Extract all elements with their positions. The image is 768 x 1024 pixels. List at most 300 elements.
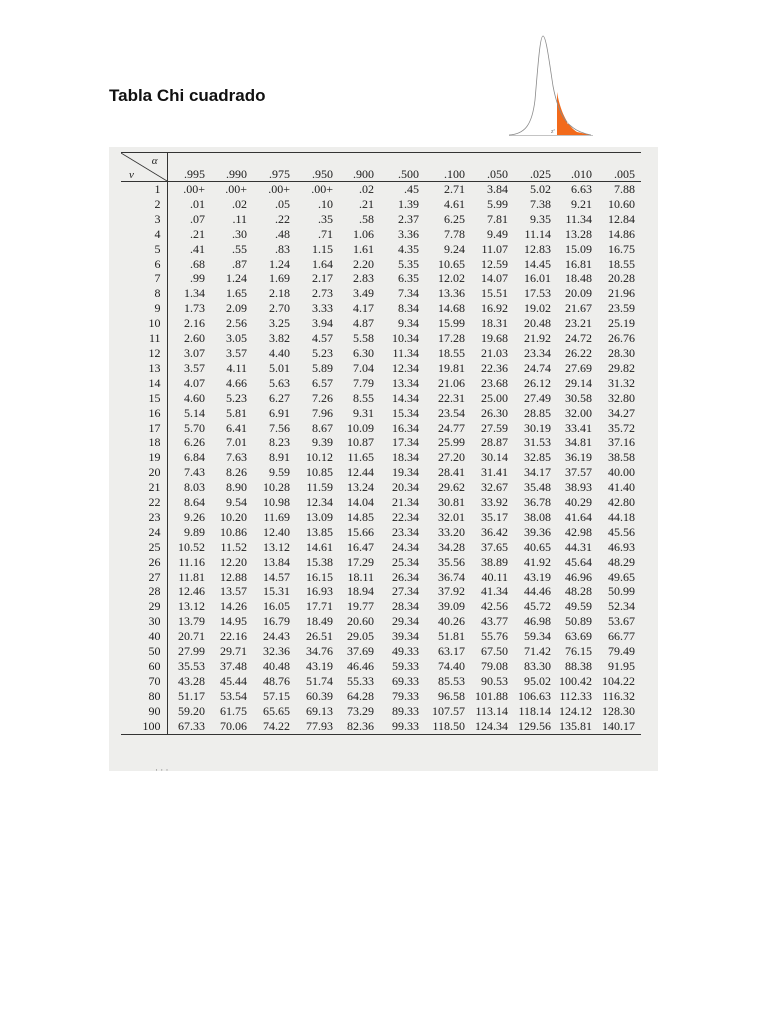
critical-value-cell: 12.46 (178, 584, 205, 599)
critical-value-cell: 57.15 (263, 688, 290, 703)
critical-value-cell: .21 (190, 226, 205, 241)
critical-value-cell: 4.35 (398, 241, 419, 256)
table-row (121, 510, 641, 525)
critical-value-cell: 26.34 (392, 569, 419, 584)
critical-value-cell: 1.24 (269, 256, 290, 271)
critical-value-cell: 39.36 (524, 524, 551, 539)
critical-value-cell: 36.74 (438, 569, 465, 584)
critical-value-cell: .02 (359, 182, 374, 196)
critical-value-cell: 6.35 (398, 271, 419, 286)
critical-value-cell: .22 (275, 211, 290, 226)
critical-value-cell: 79.49 (608, 644, 635, 659)
critical-value-cell: 11.52 (220, 539, 247, 554)
critical-value-cell: 48.76 (263, 673, 290, 688)
critical-value-cell: 19.77 (347, 599, 374, 614)
critical-value-cell: 11.34 (565, 211, 592, 226)
critical-value-cell: 18.34 (392, 450, 419, 465)
critical-value-cell: 49.65 (608, 569, 635, 584)
critical-value-cell: 6.27 (269, 390, 290, 405)
table-body (121, 182, 641, 735)
critical-value-cell: 27.59 (481, 420, 508, 435)
critical-value-cell: 16.47 (347, 539, 374, 554)
chi-mark: χ² (551, 128, 556, 133)
critical-value-cell: 37.65 (481, 539, 508, 554)
critical-value-cell: 8.91 (269, 450, 290, 465)
critical-value-cell: 6.63 (571, 182, 592, 196)
critical-value-cell: 24.43 (263, 629, 290, 644)
critical-value-cell: 8.55 (353, 390, 374, 405)
critical-value-cell: 85.53 (438, 673, 465, 688)
critical-value-cell: 43.77 (481, 614, 508, 629)
degrees-of-freedom-cell: 5 (121, 242, 167, 257)
critical-value-cell: .05 (275, 196, 290, 211)
critical-value-cell: 13.12 (178, 599, 205, 614)
critical-value-cell: 10.52 (178, 539, 205, 554)
critical-value-cell: 88.38 (565, 659, 592, 673)
critical-value-cell: 7.78 (444, 226, 465, 241)
critical-value-cell: 15.34 (392, 405, 419, 420)
degrees-of-freedom-cell: 40 (121, 629, 167, 644)
critical-value-cell: 6.26 (184, 435, 205, 450)
critical-value-cell: .55 (232, 241, 247, 256)
critical-value-cell: 14.07 (481, 271, 508, 286)
critical-value-cell: 118.14 (518, 703, 551, 718)
critical-value-cell: 90.53 (481, 673, 508, 688)
critical-value-cell: 31.53 (524, 435, 551, 450)
critical-value-cell: 29.14 (565, 375, 592, 390)
table-row (121, 391, 641, 406)
table-row (121, 331, 641, 346)
critical-value-cell: 42.98 (565, 524, 592, 539)
critical-value-cell: 15.09 (565, 241, 592, 256)
critical-value-cell: 59.33 (392, 659, 419, 673)
critical-value-cell: 45.72 (524, 599, 551, 614)
critical-value-cell: 73.29 (347, 703, 374, 718)
critical-value-cell: 16.92 (481, 301, 508, 316)
critical-value-cell: 3.84 (487, 182, 508, 196)
critical-value-cell: 40.29 (565, 495, 592, 510)
table-row (121, 644, 641, 659)
critical-value-cell: 4.57 (312, 331, 333, 346)
critical-value-cell: 38.08 (524, 509, 551, 524)
table-row (121, 257, 641, 272)
critical-value-cell: 4.60 (184, 390, 205, 405)
critical-value-cell: 55.33 (347, 673, 374, 688)
critical-value-cell: 9.24 (444, 241, 465, 256)
critical-value-cell: 44.31 (565, 539, 592, 554)
critical-value-cell: 20.60 (347, 614, 374, 629)
critical-value-cell: 7.26 (312, 390, 333, 405)
critical-value-cell: 13.34 (392, 375, 419, 390)
critical-value-cell: 17.29 (347, 554, 374, 569)
critical-value-cell: 7.63 (226, 450, 247, 465)
critical-value-cell: 99.33 (380, 719, 425, 734)
critical-value-cell: 95.02 (524, 673, 551, 688)
critical-value-cell: 14.61 (306, 539, 333, 554)
critical-value-cell: 24.34 (392, 539, 419, 554)
critical-value-cell: 2.73 (312, 286, 333, 301)
table-row (121, 227, 641, 242)
critical-value-cell: 1.73 (184, 301, 205, 316)
critical-value-cell: 25.34 (392, 554, 419, 569)
critical-value-cell: 83.30 (524, 659, 551, 673)
critical-value-cell: 7.96 (312, 405, 333, 420)
critical-value-cell: 22.31 (438, 390, 465, 405)
critical-value-cell: 77.93 (296, 719, 339, 734)
critical-value-cell: 30.14 (481, 450, 508, 465)
critical-value-cell: 51.81 (438, 629, 465, 644)
critical-value-cell: 44.18 (608, 509, 635, 524)
critical-value-cell: 42.80 (608, 495, 635, 510)
critical-value-cell: 35.48 (524, 480, 551, 495)
critical-value-cell: 10.65 (438, 256, 465, 271)
critical-value-cell: .45 (404, 182, 419, 196)
critical-value-cell: 39.09 (438, 599, 465, 614)
degrees-of-freedom-cell: 80 (121, 689, 167, 704)
critical-value-cell: 16.15 (306, 569, 333, 584)
critical-value-cell: 28.30 (608, 345, 635, 360)
critical-value-cell: 21.06 (438, 375, 465, 390)
critical-value-cell: 31.41 (481, 465, 508, 480)
critical-value-cell: 10.09 (347, 420, 374, 435)
column-header: .010 (557, 153, 598, 182)
critical-value-cell: 5.89 (312, 360, 333, 375)
critical-value-cell: 21.96 (608, 286, 635, 301)
critical-value-cell: 3.07 (184, 345, 205, 360)
degrees-of-freedom-cell: 19 (121, 450, 167, 465)
critical-value-cell: 26.22 (565, 345, 592, 360)
critical-value-cell: 74.40 (438, 659, 465, 673)
critical-value-cell: 2.17 (312, 271, 333, 286)
critical-value-cell: 34.76 (306, 644, 333, 659)
critical-value-cell: 5.81 (226, 405, 247, 420)
critical-value-cell: 27.69 (565, 360, 592, 375)
critical-value-cell: 61.75 (220, 703, 247, 718)
critical-value-cell: 12.83 (524, 241, 551, 256)
alpha-mark: α (567, 120, 571, 126)
critical-value-cell: 13.36 (438, 286, 465, 301)
critical-value-cell: 45.56 (608, 524, 635, 539)
critical-value-cell: 8.26 (226, 465, 247, 480)
critical-value-cell: 4.66 (226, 375, 247, 390)
critical-value-cell: 140.17 (598, 719, 641, 734)
degrees-of-freedom-cell: 6 (121, 257, 167, 272)
column-header: .500 (380, 153, 425, 182)
critical-value-cell: 36.19 (565, 450, 592, 465)
degrees-of-freedom-cell: 12 (121, 346, 167, 361)
critical-value-cell: 21.67 (565, 301, 592, 316)
critical-value-cell: 107.57 (432, 703, 465, 718)
critical-value-cell: 48.29 (608, 554, 635, 569)
critical-value-cell: 13.85 (306, 524, 333, 539)
critical-value-cell: 35.53 (178, 659, 205, 673)
degrees-of-freedom-cell: 2 (121, 197, 167, 212)
critical-value-cell: 30.81 (438, 495, 465, 510)
critical-value-cell: 67.33 (167, 719, 211, 734)
degrees-of-freedom-cell: 100 (121, 719, 167, 734)
critical-value-cell: 18.94 (347, 584, 374, 599)
critical-value-cell: 32.36 (263, 644, 290, 659)
critical-value-cell: 21.92 (524, 331, 551, 346)
critical-value-cell: 41.40 (608, 480, 635, 495)
critical-value-cell: 9.31 (353, 405, 374, 420)
critical-value-cell: 37.92 (438, 584, 465, 599)
degrees-of-freedom-cell: 21 (121, 480, 167, 495)
table-row (121, 421, 641, 436)
critical-value-cell: 63.17 (438, 644, 465, 659)
critical-value-cell: 51.17 (178, 688, 205, 703)
critical-value-cell: 24.77 (438, 420, 465, 435)
critical-value-cell: 2.70 (269, 301, 290, 316)
table-row (121, 480, 641, 495)
critical-value-cell: 37.48 (220, 659, 247, 673)
critical-value-cell: 13.09 (306, 509, 333, 524)
critical-value-cell: 20.34 (392, 480, 419, 495)
critical-value-cell: 13.12 (263, 539, 290, 554)
critical-value-cell: 25.00 (481, 390, 508, 405)
critical-value-cell: 19.02 (524, 301, 551, 316)
critical-value-cell: 10.98 (263, 495, 290, 510)
table-row (121, 465, 641, 480)
degrees-of-freedom-cell: 13 (121, 361, 167, 376)
critical-value-cell: 28.41 (438, 465, 465, 480)
critical-value-cell: 128.30 (602, 703, 635, 718)
critical-value-cell: 10.85 (306, 465, 333, 480)
critical-value-cell: 5.01 (269, 360, 290, 375)
table-row (121, 316, 641, 331)
critical-value-cell: 129.56 (514, 719, 557, 734)
critical-value-cell: 19.81 (438, 360, 465, 375)
critical-value-cell: 27.34 (392, 584, 419, 599)
critical-value-cell: 20.28 (608, 271, 635, 286)
critical-value-cell: 38.89 (481, 554, 508, 569)
critical-value-cell: 33.20 (438, 524, 465, 539)
critical-value-cell: 5.23 (312, 345, 333, 360)
critical-value-cell: 22.16 (220, 629, 247, 644)
critical-value-cell: 30.58 (565, 390, 592, 405)
critical-value-cell: 23.68 (481, 375, 508, 390)
critical-value-cell: 34.17 (524, 465, 551, 480)
critical-value-cell: 48.28 (565, 584, 592, 599)
critical-value-cell: 28.34 (392, 599, 419, 614)
critical-value-cell: 3.36 (398, 226, 419, 241)
critical-value-cell: 10.60 (608, 196, 635, 211)
table-row (121, 689, 641, 704)
critical-value-cell: 9.49 (487, 226, 508, 241)
critical-value-cell: 10.87 (347, 435, 374, 450)
critical-value-cell: 69.33 (392, 673, 419, 688)
degrees-of-freedom-cell: 24 (121, 525, 167, 540)
critical-value-cell: 59.20 (178, 703, 205, 718)
degrees-of-freedom-cell: 1 (121, 182, 167, 197)
degrees-of-freedom-cell: 20 (121, 465, 167, 480)
degrees-of-freedom-cell: 90 (121, 704, 167, 719)
chi-square-table (121, 152, 641, 735)
critical-value-cell: 71.42 (524, 644, 551, 659)
critical-value-cell: 1.61 (353, 241, 374, 256)
critical-value-cell: 38.58 (608, 450, 635, 465)
degrees-of-freedom-cell: 10 (121, 316, 167, 331)
critical-value-cell: 14.26 (220, 599, 247, 614)
table-row (121, 614, 641, 629)
critical-value-cell: 10.86 (220, 524, 247, 539)
critical-value-cell: 55.76 (481, 629, 508, 644)
critical-value-cell: 32.80 (608, 390, 635, 405)
chi-square-table-scan (109, 147, 658, 775)
column-header: .975 (253, 153, 296, 182)
critical-value-cell: 12.84 (608, 211, 635, 226)
critical-value-cell: 70.06 (211, 719, 253, 734)
critical-value-cell: 4.17 (353, 301, 374, 316)
critical-value-cell: 1.39 (398, 196, 419, 211)
critical-value-cell: 18.55 (438, 345, 465, 360)
critical-value-cell: 101.88 (475, 688, 508, 703)
critical-value-cell: 17.71 (306, 599, 333, 614)
critical-value-cell: .48 (275, 226, 290, 241)
critical-value-cell: 5.70 (184, 420, 205, 435)
critical-value-cell: 7.79 (353, 375, 374, 390)
table-row (121, 599, 641, 614)
critical-value-cell: 33.92 (481, 495, 508, 510)
critical-value-cell: 9.35 (530, 211, 551, 226)
critical-value-cell: 12.40 (263, 524, 290, 539)
critical-value-cell: 29.82 (608, 360, 635, 375)
critical-value-cell: 3.25 (269, 316, 290, 331)
critical-value-cell: 11.14 (524, 226, 551, 241)
column-header: .990 (211, 153, 253, 182)
critical-value-cell: 14.34 (392, 390, 419, 405)
table-row (121, 584, 641, 599)
critical-value-cell: .10 (318, 196, 333, 211)
critical-value-cell: 29.62 (438, 480, 465, 495)
critical-value-cell: 32.67 (481, 480, 508, 495)
critical-value-cell: 46.46 (347, 659, 374, 673)
critical-value-cell: 7.56 (269, 420, 290, 435)
critical-value-cell: 8.03 (184, 480, 205, 495)
critical-value-cell: 5.99 (487, 196, 508, 211)
degrees-of-freedom-cell: 11 (121, 331, 167, 346)
critical-value-cell: 12.34 (306, 495, 333, 510)
critical-value-cell: 17.53 (524, 286, 551, 301)
critical-value-cell: 64.28 (347, 688, 374, 703)
critical-value-cell: 1.24 (226, 271, 247, 286)
degrees-of-freedom-cell: 3 (121, 212, 167, 227)
critical-value-cell: .99 (190, 271, 205, 286)
critical-value-cell: 27.49 (524, 390, 551, 405)
degrees-of-freedom-cell: 22 (121, 495, 167, 510)
critical-value-cell: 14.45 (524, 256, 551, 271)
critical-value-cell: 14.86 (608, 226, 635, 241)
critical-value-cell: 35.56 (438, 554, 465, 569)
critical-value-cell: 1.34 (184, 286, 205, 301)
degrees-of-freedom-cell: 16 (121, 406, 167, 421)
critical-value-cell: 135.81 (557, 719, 598, 734)
table-row (121, 704, 641, 719)
critical-value-cell: 43.28 (178, 673, 205, 688)
critical-value-cell: 7.81 (487, 211, 508, 226)
critical-value-cell: 82.36 (339, 719, 380, 734)
critical-value-cell: .71 (318, 226, 333, 241)
critical-value-cell: 9.26 (184, 509, 205, 524)
critical-value-cell: 11.07 (481, 241, 508, 256)
table-row (121, 346, 641, 361)
critical-value-cell: 49.33 (392, 644, 419, 659)
critical-value-cell: 28.85 (524, 405, 551, 420)
critical-value-cell: 53.54 (220, 688, 247, 703)
critical-value-cell: 12.88 (220, 569, 247, 584)
degrees-of-freedom-cell: 23 (121, 510, 167, 525)
critical-value-cell: 17.28 (438, 331, 465, 346)
critical-value-cell: 46.98 (524, 614, 551, 629)
critical-value-cell: 13.57 (220, 584, 247, 599)
critical-value-cell: 41.34 (481, 584, 508, 599)
critical-value-cell: 118.50 (425, 719, 471, 734)
critical-value-cell: 5.02 (530, 182, 551, 196)
critical-value-cell: 52.34 (608, 599, 635, 614)
critical-value-cell: .01 (190, 196, 205, 211)
df-header-label: ν (129, 169, 134, 181)
critical-value-cell: 40.26 (438, 614, 465, 629)
degrees-of-freedom-cell: 25 (121, 540, 167, 555)
critical-value-cell: 21.34 (392, 495, 419, 510)
critical-value-cell: 29.71 (220, 644, 247, 659)
table-row (121, 271, 641, 286)
critical-value-cell: 16.05 (263, 599, 290, 614)
critical-value-cell: 19.68 (481, 331, 508, 346)
critical-value-cell: .07 (190, 211, 205, 226)
critical-value-cell: 79.08 (481, 659, 508, 673)
critical-value-cell: 76.15 (565, 644, 592, 659)
critical-value-cell: 16.34 (392, 420, 419, 435)
table-row (121, 629, 641, 644)
critical-value-cell: 37.69 (347, 644, 374, 659)
critical-value-cell: 60.39 (306, 688, 333, 703)
critical-value-cell: 18.55 (608, 256, 635, 271)
critical-value-cell: .11 (232, 211, 247, 226)
critical-value-cell: 24.74 (524, 360, 551, 375)
degrees-of-freedom-cell: 7 (121, 271, 167, 286)
critical-value-cell: 16.79 (263, 614, 290, 629)
critical-value-cell: 9.39 (312, 435, 333, 450)
critical-value-cell: 14.95 (220, 614, 247, 629)
critical-value-cell: 10.34 (392, 331, 419, 346)
degrees-of-freedom-cell: 8 (121, 286, 167, 301)
critical-value-cell: 4.87 (353, 316, 374, 331)
critical-value-cell: 3.94 (312, 316, 333, 331)
critical-value-cell: 44.46 (524, 584, 551, 599)
critical-value-cell: 5.14 (184, 405, 205, 420)
degrees-of-freedom-cell: 4 (121, 227, 167, 242)
critical-value-cell: 34.28 (438, 539, 465, 554)
table-header-row (121, 153, 641, 182)
critical-value-cell: 11.65 (347, 450, 374, 465)
column-header: .995 (167, 153, 211, 182)
critical-value-cell: 59.34 (524, 629, 551, 644)
critical-value-cell: 23.21 (565, 316, 592, 331)
critical-value-cell: 8.34 (398, 301, 419, 316)
critical-value-cell: 14.85 (347, 509, 374, 524)
degrees-of-freedom-cell: 30 (121, 614, 167, 629)
chi-square-distribution-figure (505, 30, 597, 138)
table-row (121, 719, 641, 734)
critical-value-cell: 20.48 (524, 316, 551, 331)
critical-value-cell: 50.99 (608, 584, 635, 599)
critical-value-cell: 15.38 (306, 554, 333, 569)
critical-value-cell: 49.59 (565, 599, 592, 614)
density-curve (509, 36, 591, 135)
critical-value-cell: 7.04 (353, 360, 374, 375)
critical-value-cell: 23.59 (608, 301, 635, 316)
